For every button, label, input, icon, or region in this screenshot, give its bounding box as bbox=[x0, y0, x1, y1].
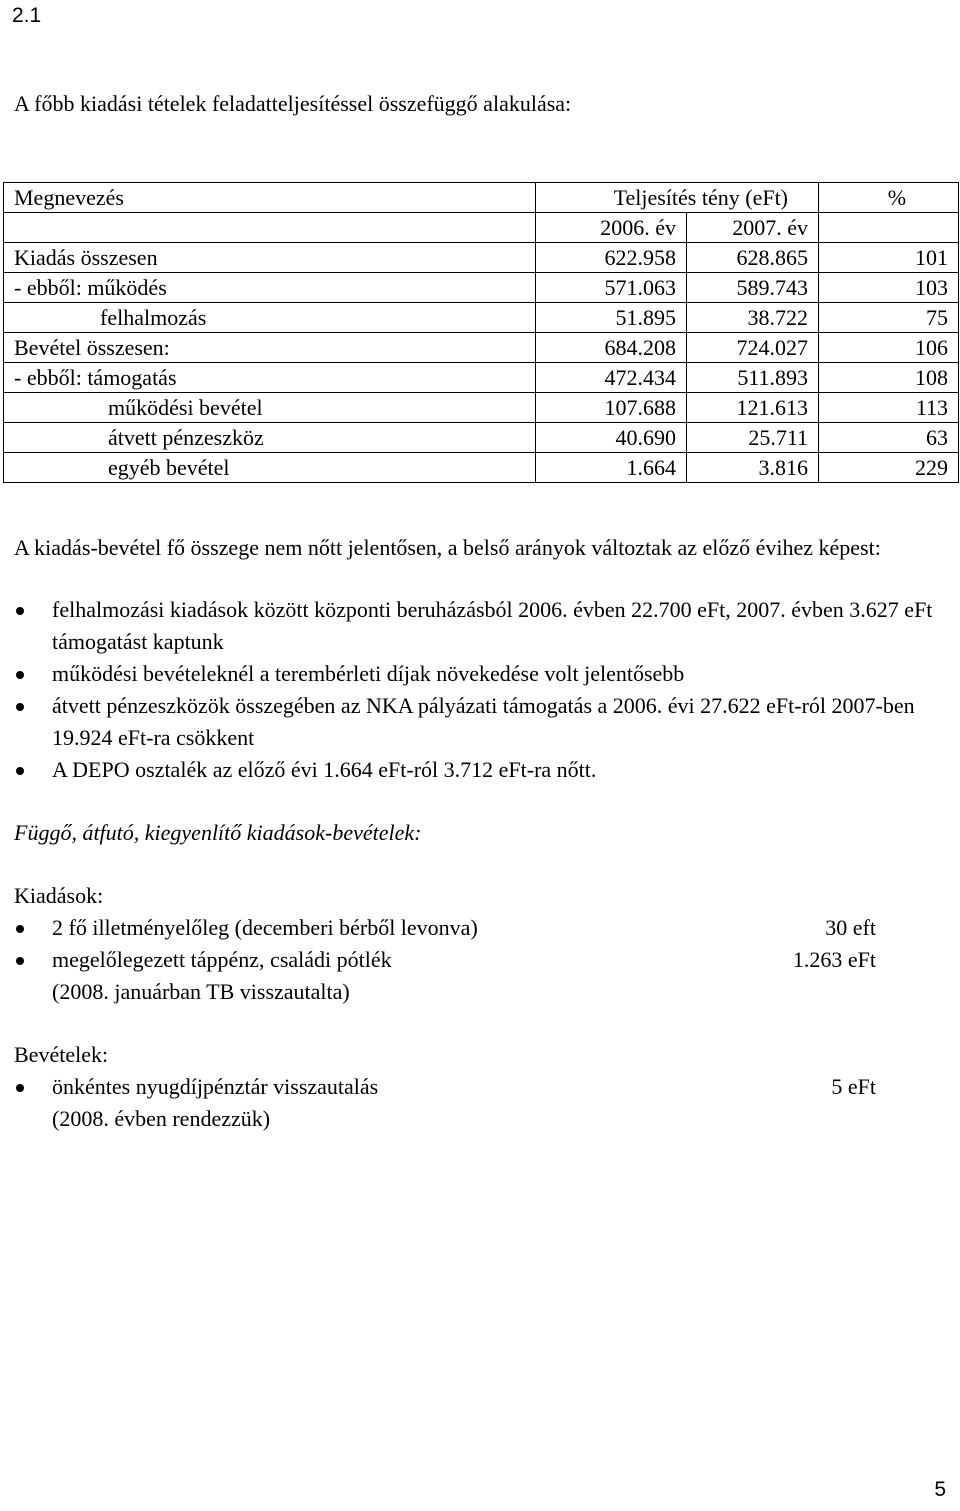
income-amount: 5 eFt bbox=[831, 1074, 876, 1099]
bullet-icon bbox=[16, 925, 24, 933]
bullet-icon bbox=[16, 703, 24, 711]
row-label: Bevétel összesen: bbox=[4, 333, 536, 363]
row-label: egyéb bevétel bbox=[4, 453, 536, 483]
col-header-name: Megnevezés bbox=[4, 183, 536, 213]
value-percent: 229 bbox=[819, 453, 959, 483]
bullet-icon bbox=[16, 957, 24, 965]
value-2006: 1.664 bbox=[536, 453, 687, 483]
subsection-title: Függő, átfutó, kiegyenlítő kiadások-bevételek: bbox=[14, 820, 422, 845]
expense-amount: 1.263 eFt bbox=[792, 947, 876, 972]
section-number: 2.1 bbox=[12, 4, 42, 27]
bullet-icon bbox=[16, 671, 24, 679]
list-item-text: felhalmozási kiadások között központi beruházásból 2006. évben 22.700 eFt, 2007. évben 3.627 eFt támogatást kaptunk bbox=[52, 597, 933, 654]
table-row bbox=[4, 423, 959, 453]
table-row bbox=[4, 453, 959, 483]
value-percent: 101 bbox=[819, 243, 959, 273]
expenses-list bbox=[14, 912, 948, 1008]
list-item bbox=[14, 594, 948, 658]
value-2006: 684.208 bbox=[536, 333, 687, 363]
value-2007: 628.865 bbox=[687, 243, 819, 273]
changes-list bbox=[14, 594, 948, 786]
col-header-performance: Teljesítés tény (eFt) bbox=[536, 183, 819, 213]
value-2006: 40.690 bbox=[536, 423, 687, 453]
value-percent: 108 bbox=[819, 363, 959, 393]
value-2006: 51.895 bbox=[536, 303, 687, 333]
list-item-text: A DEPO osztalék az előző évi 1.664 eFt-ról 3.712 eFt-ra nőtt. bbox=[52, 757, 597, 782]
value-2007: 121.613 bbox=[687, 393, 819, 423]
table-row bbox=[4, 243, 959, 273]
expenses-label: Kiadások: bbox=[14, 883, 104, 908]
list-item bbox=[14, 944, 948, 1008]
table-year-row bbox=[4, 213, 959, 243]
bullet-icon bbox=[16, 607, 24, 615]
value-percent: 75 bbox=[819, 303, 959, 333]
expense-description: megelőlegezett táppénz, családi pótlék bbox=[52, 947, 392, 972]
list-item bbox=[14, 1071, 948, 1135]
value-percent: 103 bbox=[819, 273, 959, 303]
value-2006: 571.063 bbox=[536, 273, 687, 303]
col-header-2007: 2007. év bbox=[687, 213, 819, 243]
table-row bbox=[4, 363, 959, 393]
value-2006: 622.958 bbox=[536, 243, 687, 273]
value-2006: 107.688 bbox=[536, 393, 687, 423]
col-header-percent: % bbox=[819, 183, 959, 213]
value-percent: 106 bbox=[819, 333, 959, 363]
expense-note: (2008. januárban TB visszautalta) bbox=[52, 979, 350, 1004]
list-item bbox=[14, 690, 948, 754]
list-item bbox=[14, 912, 948, 944]
list-item bbox=[14, 658, 948, 690]
expenditure-table bbox=[3, 182, 959, 483]
table-row bbox=[4, 333, 959, 363]
table-header-row bbox=[4, 183, 959, 213]
row-label: felhalmozás bbox=[4, 303, 536, 333]
income-list bbox=[14, 1071, 948, 1135]
expense-amount: 30 eft bbox=[825, 915, 876, 940]
income-label: Bevételek: bbox=[14, 1042, 109, 1067]
col-header-2006: 2006. év bbox=[536, 213, 687, 243]
row-label: - ebből: működés bbox=[4, 273, 536, 303]
value-2007: 724.027 bbox=[687, 333, 819, 363]
bullet-icon bbox=[16, 767, 24, 775]
income-note: (2008. évben rendezzük) bbox=[52, 1106, 271, 1131]
row-label: Kiadás összesen bbox=[4, 243, 536, 273]
row-label: - ebből: támogatás bbox=[4, 363, 536, 393]
table-row bbox=[4, 393, 959, 423]
page-number: 5 bbox=[934, 1478, 946, 1501]
row-label: működési bevétel bbox=[4, 393, 536, 423]
list-item bbox=[14, 754, 948, 786]
summary-paragraph: A kiadás-bevétel fő összege nem nőtt jelentősen, a belső arányok változtak az előző évihez képest: bbox=[14, 535, 881, 560]
year-row-pct-empty bbox=[819, 213, 959, 243]
expense-description: 2 fő illetményelőleg (decemberi bérből levonva) bbox=[52, 915, 478, 940]
value-2007: 38.722 bbox=[687, 303, 819, 333]
table-row bbox=[4, 303, 959, 333]
value-2007: 511.893 bbox=[687, 363, 819, 393]
year-row-empty bbox=[4, 213, 536, 243]
income-description: önkéntes nyugdíjpénztár visszautalás bbox=[52, 1074, 379, 1099]
value-percent: 113 bbox=[819, 393, 959, 423]
value-2006: 472.434 bbox=[536, 363, 687, 393]
row-label: átvett pénzeszköz bbox=[4, 423, 536, 453]
list-item-text: átvett pénzeszközök összegében az NKA pályázati támogatás a 2006. évi 27.622 eFt-ról 2007-ben 19.924 eFt-ra csökkent bbox=[52, 693, 915, 750]
value-percent: 63 bbox=[819, 423, 959, 453]
list-item-text: működési bevételeknél a terembérleti díjak növekedése volt jelentősebb bbox=[52, 661, 685, 686]
bullet-icon bbox=[16, 1084, 24, 1092]
value-2007: 25.711 bbox=[687, 423, 819, 453]
value-2007: 589.743 bbox=[687, 273, 819, 303]
table-row bbox=[4, 273, 959, 303]
value-2007: 3.816 bbox=[687, 453, 819, 483]
section-heading: A főbb kiadási tételek feladatteljesítéssel összefüggő alakulása: bbox=[14, 91, 572, 116]
